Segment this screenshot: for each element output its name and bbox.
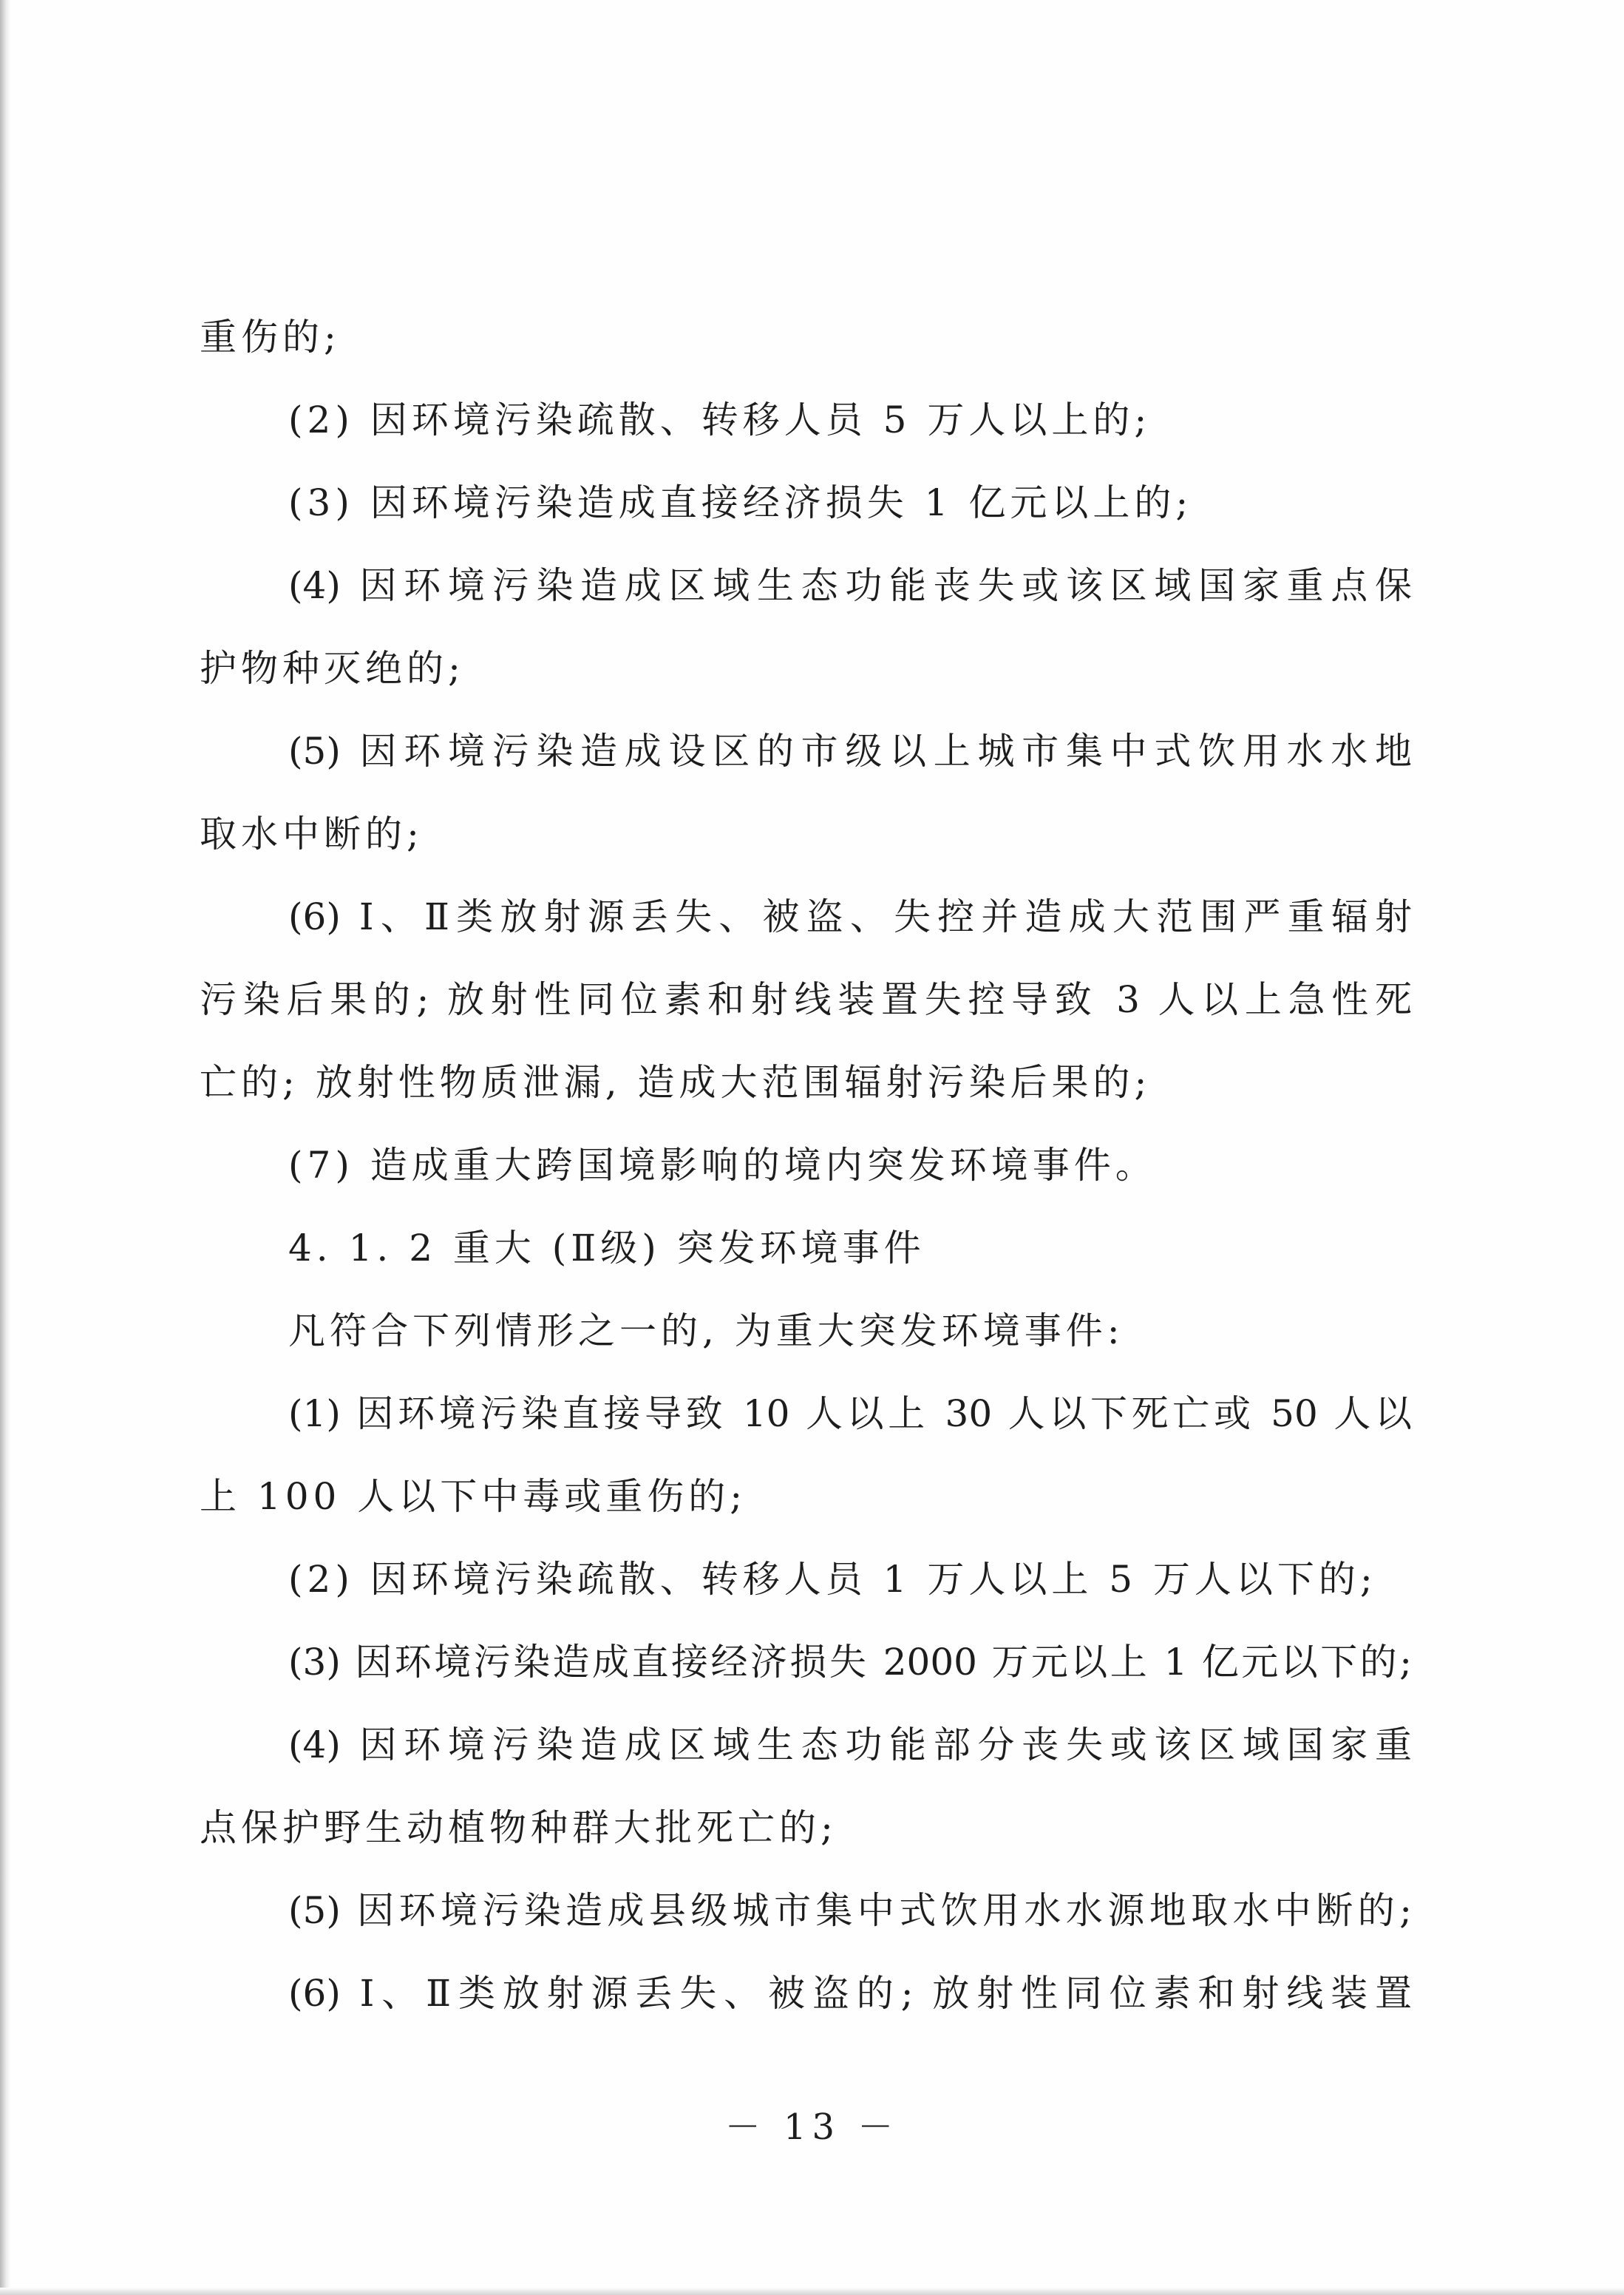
list-item: (6) Ⅰ、Ⅱ类放射源丢失、被盗、失控并造成大范围严重辐射	[288, 895, 1412, 938]
text-line: 重伤的;	[200, 316, 341, 359]
text-line: 亡的; 放射性物质泄漏, 造成大范围辐射污染后果的;	[200, 1061, 1152, 1104]
list-item: (7) 造成重大跨国境影响的境内突发环境事件。	[288, 1144, 1157, 1187]
list-item: (2) 因环境污染疏散、转移人员 5 万人以上的;	[288, 399, 1152, 441]
text-line: 点保护野生动植物种群大批死亡的;	[200, 1806, 838, 1849]
list-item: (5) 因环境污染造成设区的市级以上城市集中式饮用水水地	[288, 730, 1412, 773]
scan-edge-left	[0, 0, 10, 2295]
page-number: － 13 －	[724, 2106, 900, 2148]
list-item: (4) 因环境污染造成区域生态功能部分丧失或该区域国家重	[288, 1723, 1412, 1766]
text-line: 取水中断的;	[200, 813, 424, 855]
list-item: (2) 因环境污染疏散、转移人员 1 万人以上 5 万人以下的;	[288, 1558, 1377, 1601]
text-line: 污染后果的; 放射性同位素和射线装置失控导致 3 人以上急性死	[200, 978, 1412, 1021]
section-heading: 4. 1. 2 重大 (Ⅱ级) 突发环境事件	[288, 1227, 925, 1269]
list-item: (1) 因环境污染直接导致 10 人以上 30 人以下死亡或 50 人以	[288, 1392, 1412, 1435]
text-line: 护物种灭绝的;	[200, 647, 465, 690]
scan-edge-bottom	[0, 2288, 1624, 2295]
list-item: (6) Ⅰ、Ⅱ类放射源丢失、被盗的; 放射性同位素和射线装置	[288, 1972, 1412, 2015]
list-item: (3) 因环境污染造成直接经济损失 2000 万元以上 1 亿元以下的;	[288, 1641, 1412, 1684]
list-item: (4) 因环境污染造成区域生态功能丧失或该区域国家重点保	[288, 564, 1412, 607]
list-item: (3) 因环境污染造成直接经济损失 1 亿元以上的;	[288, 481, 1193, 524]
text-line: 上 100 人以下中毒或重伤的;	[200, 1475, 747, 1518]
text-line: 凡符合下列情形之一的, 为重大突发环境事件:	[288, 1309, 1124, 1352]
list-item: (5) 因环境污染造成县级城市集中式饮用水水源地取水中断的;	[288, 1889, 1412, 1932]
document-body	[200, 296, 1412, 2035]
